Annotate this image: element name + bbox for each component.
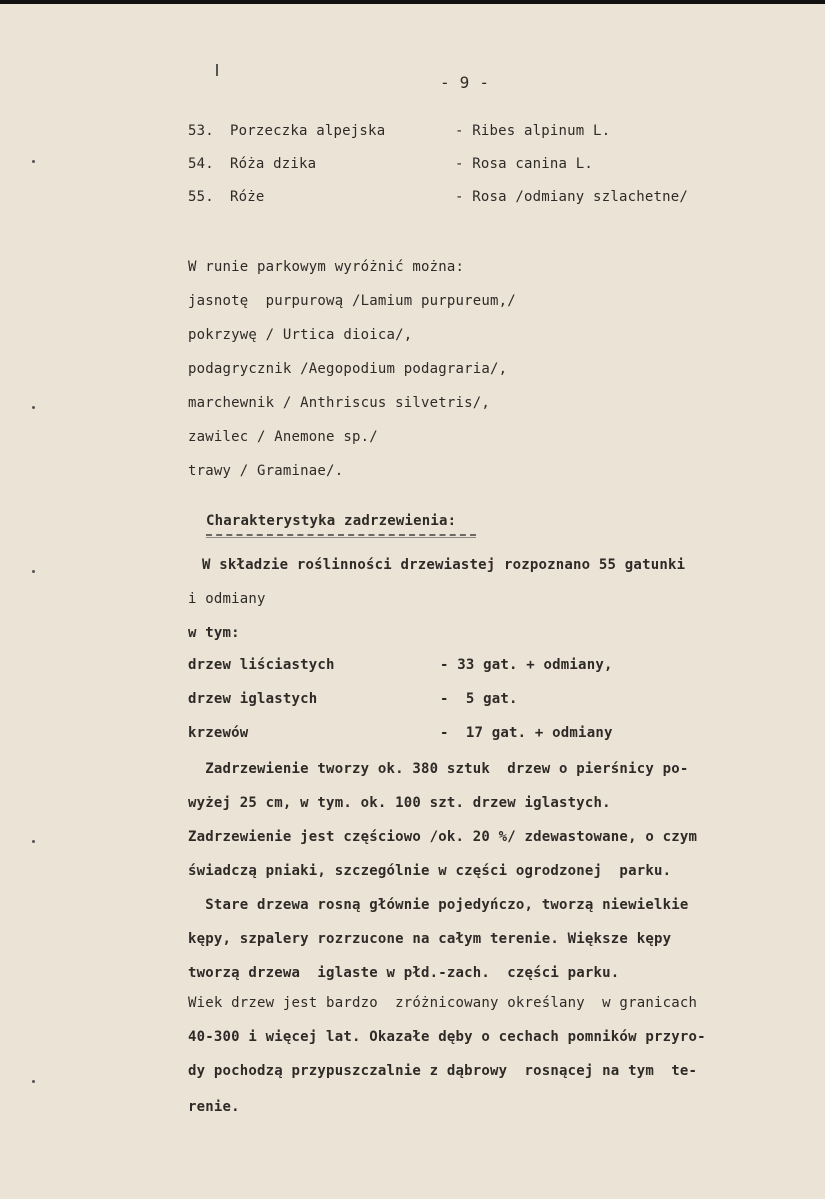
- undergrowth-intro: W runie parkowym wyróżnić można:: [188, 259, 465, 275]
- species-latin: - Ribes alpinum L.: [455, 123, 611, 139]
- paragraph-line: renie.: [188, 1099, 240, 1115]
- heading-underline: [206, 537, 476, 538]
- species-name: Róże: [230, 189, 265, 205]
- punch-hole-mark: [32, 840, 35, 843]
- paragraph-line: Wiek drzew jest bardzo zróżnicowany określany w granicach: [188, 995, 698, 1011]
- species-latin: - Rosa /odmiany szlachetne/: [455, 189, 688, 205]
- punch-hole-mark: [32, 406, 35, 409]
- paragraph-line: Zadrzewienie tworzy ok. 380 sztuk drzew o pierśnicy po-: [188, 761, 689, 777]
- undergrowth-item: marchewnik / Anthriscus silvetris/,: [188, 395, 491, 411]
- body-line: w tym:: [188, 625, 240, 641]
- undergrowth-item: trawy / Graminae/.: [188, 463, 344, 479]
- species-number: 55.: [188, 189, 214, 205]
- heading-underline: [206, 534, 476, 536]
- count-label: krzewów: [188, 725, 249, 741]
- body-line: i odmiany: [188, 591, 266, 607]
- scan-edge: [0, 0, 825, 4]
- paragraph-line: tworzą drzewa iglaste w płd.-zach. części parku.: [188, 965, 620, 981]
- undergrowth-item: pokrzywę / Urtica dioica/,: [188, 327, 413, 343]
- count-label: drzew iglastych: [188, 691, 318, 707]
- species-name: Porzeczka alpejska: [230, 123, 386, 139]
- punch-hole-mark: [32, 570, 35, 573]
- punch-hole-mark: [32, 1080, 35, 1083]
- undergrowth-item: jasnotę purpurową /Lamium purpureum,/: [188, 293, 516, 309]
- species-number: 54.: [188, 156, 214, 172]
- page-number: - 9 -: [440, 73, 490, 92]
- section-heading: Charakterystyka zadrzewienia:: [206, 513, 457, 529]
- paragraph-line: dy pochodzą przypuszczalnie z dąbrowy rosnącej na tym te-: [188, 1063, 698, 1079]
- paragraph-line: Zadrzewienie jest częściowo /ok. 20 %/ zdewastowane, o czym: [188, 829, 698, 845]
- punch-hole-mark: [32, 160, 35, 163]
- paragraph-line: 40-300 i więcej lat. Okazałe dęby o cechach pomników przyro-: [188, 1029, 706, 1045]
- margin-mark: [216, 64, 218, 76]
- count-value: - 33 gat. + odmiany,: [440, 657, 613, 673]
- undergrowth-item: zawilec / Anemone sp./: [188, 429, 378, 445]
- undergrowth-item: podagrycznik /Aegopodium podagraria/,: [188, 361, 508, 377]
- species-name: Róża dzika: [230, 156, 317, 172]
- count-label: drzew liściastych: [188, 657, 335, 673]
- count-value: - 5 gat.: [440, 691, 518, 707]
- paragraph-line: Stare drzewa rosną głównie pojedyńczo, tworzą niewielkie: [188, 897, 689, 913]
- body-line: W składzie roślinności drzewiastej rozpoznano 55 gatunki: [202, 557, 686, 573]
- species-latin: - Rosa canina L.: [455, 156, 594, 172]
- paragraph-line: świadczą pniaki, szczególnie w części ogrodzonej parku.: [188, 863, 672, 879]
- species-number: 53.: [188, 123, 214, 139]
- paragraph-line: kępy, szpalery rozrzucone na całym terenie. Większe kępy: [188, 931, 672, 947]
- paragraph-line: wyżej 25 cm, w tym. ok. 100 szt. drzew iglastych.: [188, 795, 611, 811]
- count-value: - 17 gat. + odmiany: [440, 725, 613, 741]
